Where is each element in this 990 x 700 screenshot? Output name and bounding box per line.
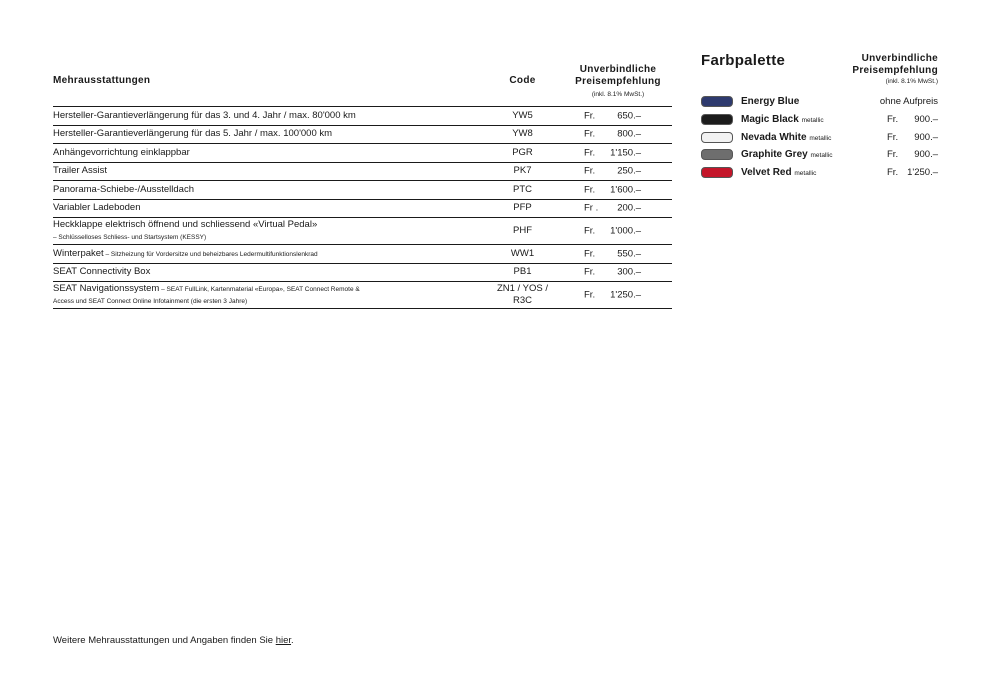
option-currency: Fr. <box>584 128 596 140</box>
footer-note <box>53 635 294 646</box>
color-price: 900.– <box>914 113 938 125</box>
option-name-block <box>53 248 483 260</box>
option-code: PHF <box>513 225 532 236</box>
color-finish: metallic <box>809 134 832 142</box>
color-price: 900.– <box>914 131 938 143</box>
options-title: Mehrausstattungen <box>53 75 151 86</box>
footer-end: . <box>291 635 294 646</box>
palette-price-header-line2: Preisempfehlung <box>852 65 938 76</box>
price-header-vat: (inkl. 8.1% MwSt.) <box>591 91 645 98</box>
option-name: Winterpaket <box>53 247 104 259</box>
option-currency: Fr. <box>584 248 596 260</box>
option-name: Hersteller-Garantieverlängerung für das 3. und 4. Jahr / max. 80'000 km <box>53 109 356 121</box>
color-currency: Fr. <box>887 167 899 179</box>
option-name-block <box>53 219 483 243</box>
option-code <box>490 283 555 307</box>
option-name: Anhängevorrichtung einklappbar <box>53 146 190 158</box>
table-row <box>53 282 672 309</box>
option-name: Trailer Assist <box>53 165 108 177</box>
option-price: 200.– <box>617 202 641 214</box>
option-price: 1'150.– <box>610 147 641 159</box>
option-price: 300.– <box>617 266 641 278</box>
color-currency: Fr. <box>887 149 899 161</box>
option-name: SEAT Connectivity Box <box>53 266 151 278</box>
color-finish: metallic <box>801 116 824 124</box>
option-description: – Sitzheizung für Vordersitze und beheizbares Ledermultifunktionslenkrad <box>103 250 318 258</box>
palette-price-header <box>852 53 938 87</box>
option-name: Hersteller-Garantieverlängerung für das 5. Jahr / max. 100'000 km <box>53 128 333 140</box>
code-column-header: Code <box>509 75 536 86</box>
price-header-line1: Unverbindliche <box>579 64 657 75</box>
table-row <box>53 107 672 126</box>
option-name: SEAT Navigationssystem <box>53 283 160 294</box>
option-price: 550.– <box>617 248 641 260</box>
option-price: 1'250.– <box>610 289 641 301</box>
color-price: 1'250.– <box>907 167 938 179</box>
option-code: WW1 <box>510 247 535 259</box>
price-header-line2: Preisempfehlung <box>575 76 661 87</box>
color-finish: metallic <box>794 170 817 178</box>
table-row <box>53 200 672 219</box>
option-code: PTC <box>513 183 532 195</box>
palette-price-header-line1: Unverbindliche <box>861 53 938 64</box>
option-code-line1: ZN1 / YOS / <box>496 283 549 294</box>
color-item <box>701 111 938 129</box>
option-name: Panorama-Schiebe-/Ausstelldach <box>53 183 194 195</box>
option-price: 650.– <box>617 110 641 122</box>
option-code: PB1 <box>513 266 532 278</box>
table-row <box>53 218 672 245</box>
option-currency: Fr. <box>584 165 596 177</box>
option-currency: Fr. <box>584 289 596 301</box>
option-currency: Fr. <box>584 147 596 159</box>
option-name-block <box>53 283 378 307</box>
option-currency: Fr . <box>584 202 599 214</box>
color-name-block <box>741 96 799 107</box>
option-code: YW5 <box>512 109 533 121</box>
color-item <box>701 164 938 182</box>
table-row <box>53 264 672 283</box>
option-description: – SEAT FullLink, Kartenmaterial «Europa», SEAT Connect Remote & Access und SEAT Connect Online Infotainment (die ersten 3 Jahre) <box>53 286 360 305</box>
option-price: 250.– <box>617 165 641 177</box>
footer-link[interactable]: hier <box>275 635 292 646</box>
table-row <box>53 126 672 145</box>
color-name-block <box>741 114 824 125</box>
option-currency: Fr. <box>584 110 596 122</box>
option-code: PGR <box>512 146 533 158</box>
color-swatch <box>701 114 733 125</box>
color-name: Energy Blue <box>741 96 800 107</box>
option-code-line2: R3C <box>512 295 532 306</box>
option-price: 1'600.– <box>610 184 641 196</box>
option-description: – Schlüsselloses Schliess- und Startsystem (KESSY) <box>53 234 207 241</box>
options-table-header <box>53 60 672 107</box>
table-row <box>53 181 672 200</box>
option-currency: Fr. <box>584 225 596 237</box>
color-swatch <box>701 149 733 160</box>
palette-price-header-vat: (inkl. 8.1% MwSt.) <box>885 78 938 85</box>
color-price: ohne Aufpreis <box>879 96 938 107</box>
color-name-block <box>741 149 833 160</box>
table-row <box>53 144 672 163</box>
color-name: Nevada White <box>741 131 807 143</box>
options-table-body <box>53 107 672 309</box>
option-price: 800.– <box>617 128 641 140</box>
color-name: Graphite Grey <box>741 149 808 161</box>
color-item <box>701 93 938 111</box>
color-name: Velvet Red <box>741 167 792 179</box>
option-currency: Fr. <box>584 266 596 278</box>
option-currency: Fr. <box>584 184 596 196</box>
color-swatch <box>701 132 733 143</box>
table-row <box>53 245 672 264</box>
palette-title: Farbpalette <box>701 52 786 69</box>
color-name: Magic Black <box>741 113 799 125</box>
color-list <box>701 93 938 182</box>
color-price: 900.– <box>914 149 938 161</box>
color-swatch <box>701 167 733 178</box>
table-row <box>53 163 672 182</box>
option-code: YW8 <box>512 128 533 140</box>
footer-text: Weitere Mehrausstattungen und Angaben finden Sie <box>53 635 276 646</box>
color-item <box>701 129 938 147</box>
option-code: PFP <box>513 202 532 214</box>
color-currency: Fr. <box>887 131 899 143</box>
color-item <box>701 146 938 164</box>
option-code: PK7 <box>513 165 532 177</box>
color-swatch <box>701 96 733 107</box>
color-currency: Fr. <box>887 113 899 125</box>
option-name: Heckklappe elektrisch öffnend und schliessend «Virtual Pedal» <box>53 219 318 230</box>
price-column-header <box>563 64 673 100</box>
option-name: Variabler Ladeboden <box>53 202 141 214</box>
color-name-block <box>741 132 831 143</box>
color-name-block <box>741 167 816 178</box>
color-finish: metallic <box>810 152 833 160</box>
option-price: 1'000.– <box>610 225 641 237</box>
